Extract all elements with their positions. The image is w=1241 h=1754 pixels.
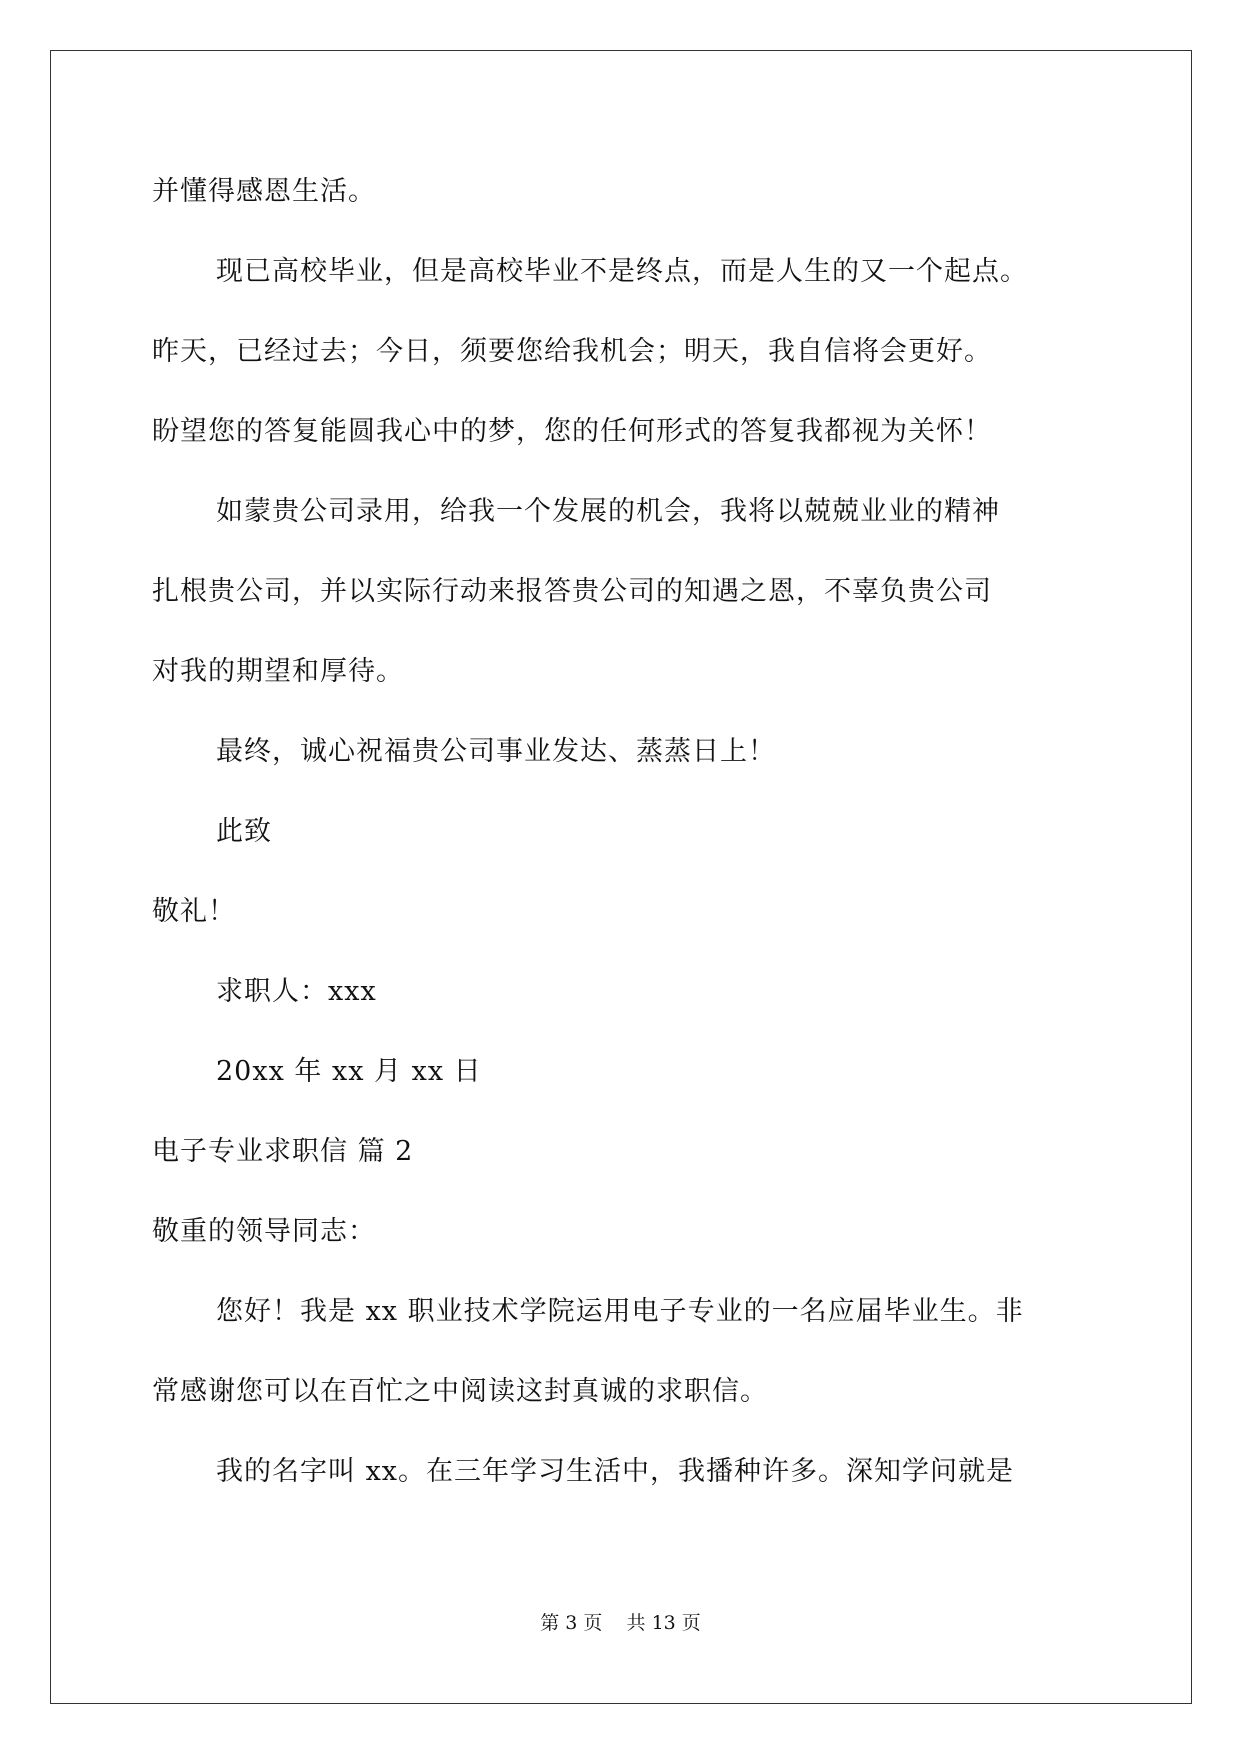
page-number: 第 3 页 共 13 页 [540,1612,701,1634]
text-line: 现已高校毕业，但是高校毕业不是终点，而是人生的又一个起点。 [216,256,1028,287]
text-line: 敬礼！ [152,896,236,927]
text-line: 我的名字叫 xx。在三年学习生活中，我播种许多。深知学问就是 [216,1456,1015,1487]
text-line: 此致 [216,816,272,847]
section-title: 电子专业求职信 篇 2 [152,1136,414,1167]
text-line: 最终，诚心祝福贵公司事业发达、蒸蒸日上！ [216,736,776,767]
text-line: 盼望您的答复能圆我心中的梦，您的任何形式的答复我都视为关怀！ [152,416,992,447]
signature-name: 求职人：xxx [216,976,377,1007]
text-line: 如蒙贵公司录用，给我一个发展的机会，我将以兢兢业业的精神 [216,496,1000,527]
signature-date: 20xx 年 xx 月 xx 日 [216,1056,482,1087]
text-line: 常感谢您可以在百忙之中阅读这封真诚的求职信。 [152,1376,768,1407]
text-line: 您好！我是 xx 职业技术学院运用电子专业的一名应届毕业生。非 [216,1296,1024,1327]
text-line: 扎根贵公司，并以实际行动来报答贵公司的知遇之恩，不辜负贵公司 [152,576,992,607]
text-line: 并懂得感恩生活。 [152,176,376,207]
salutation: 敬重的领导同志： [152,1216,376,1247]
text-line: 对我的期望和厚待。 [152,656,404,687]
text-line: 昨天，已经过去；今日，须要您给我机会；明天，我自信将会更好。 [152,336,992,367]
